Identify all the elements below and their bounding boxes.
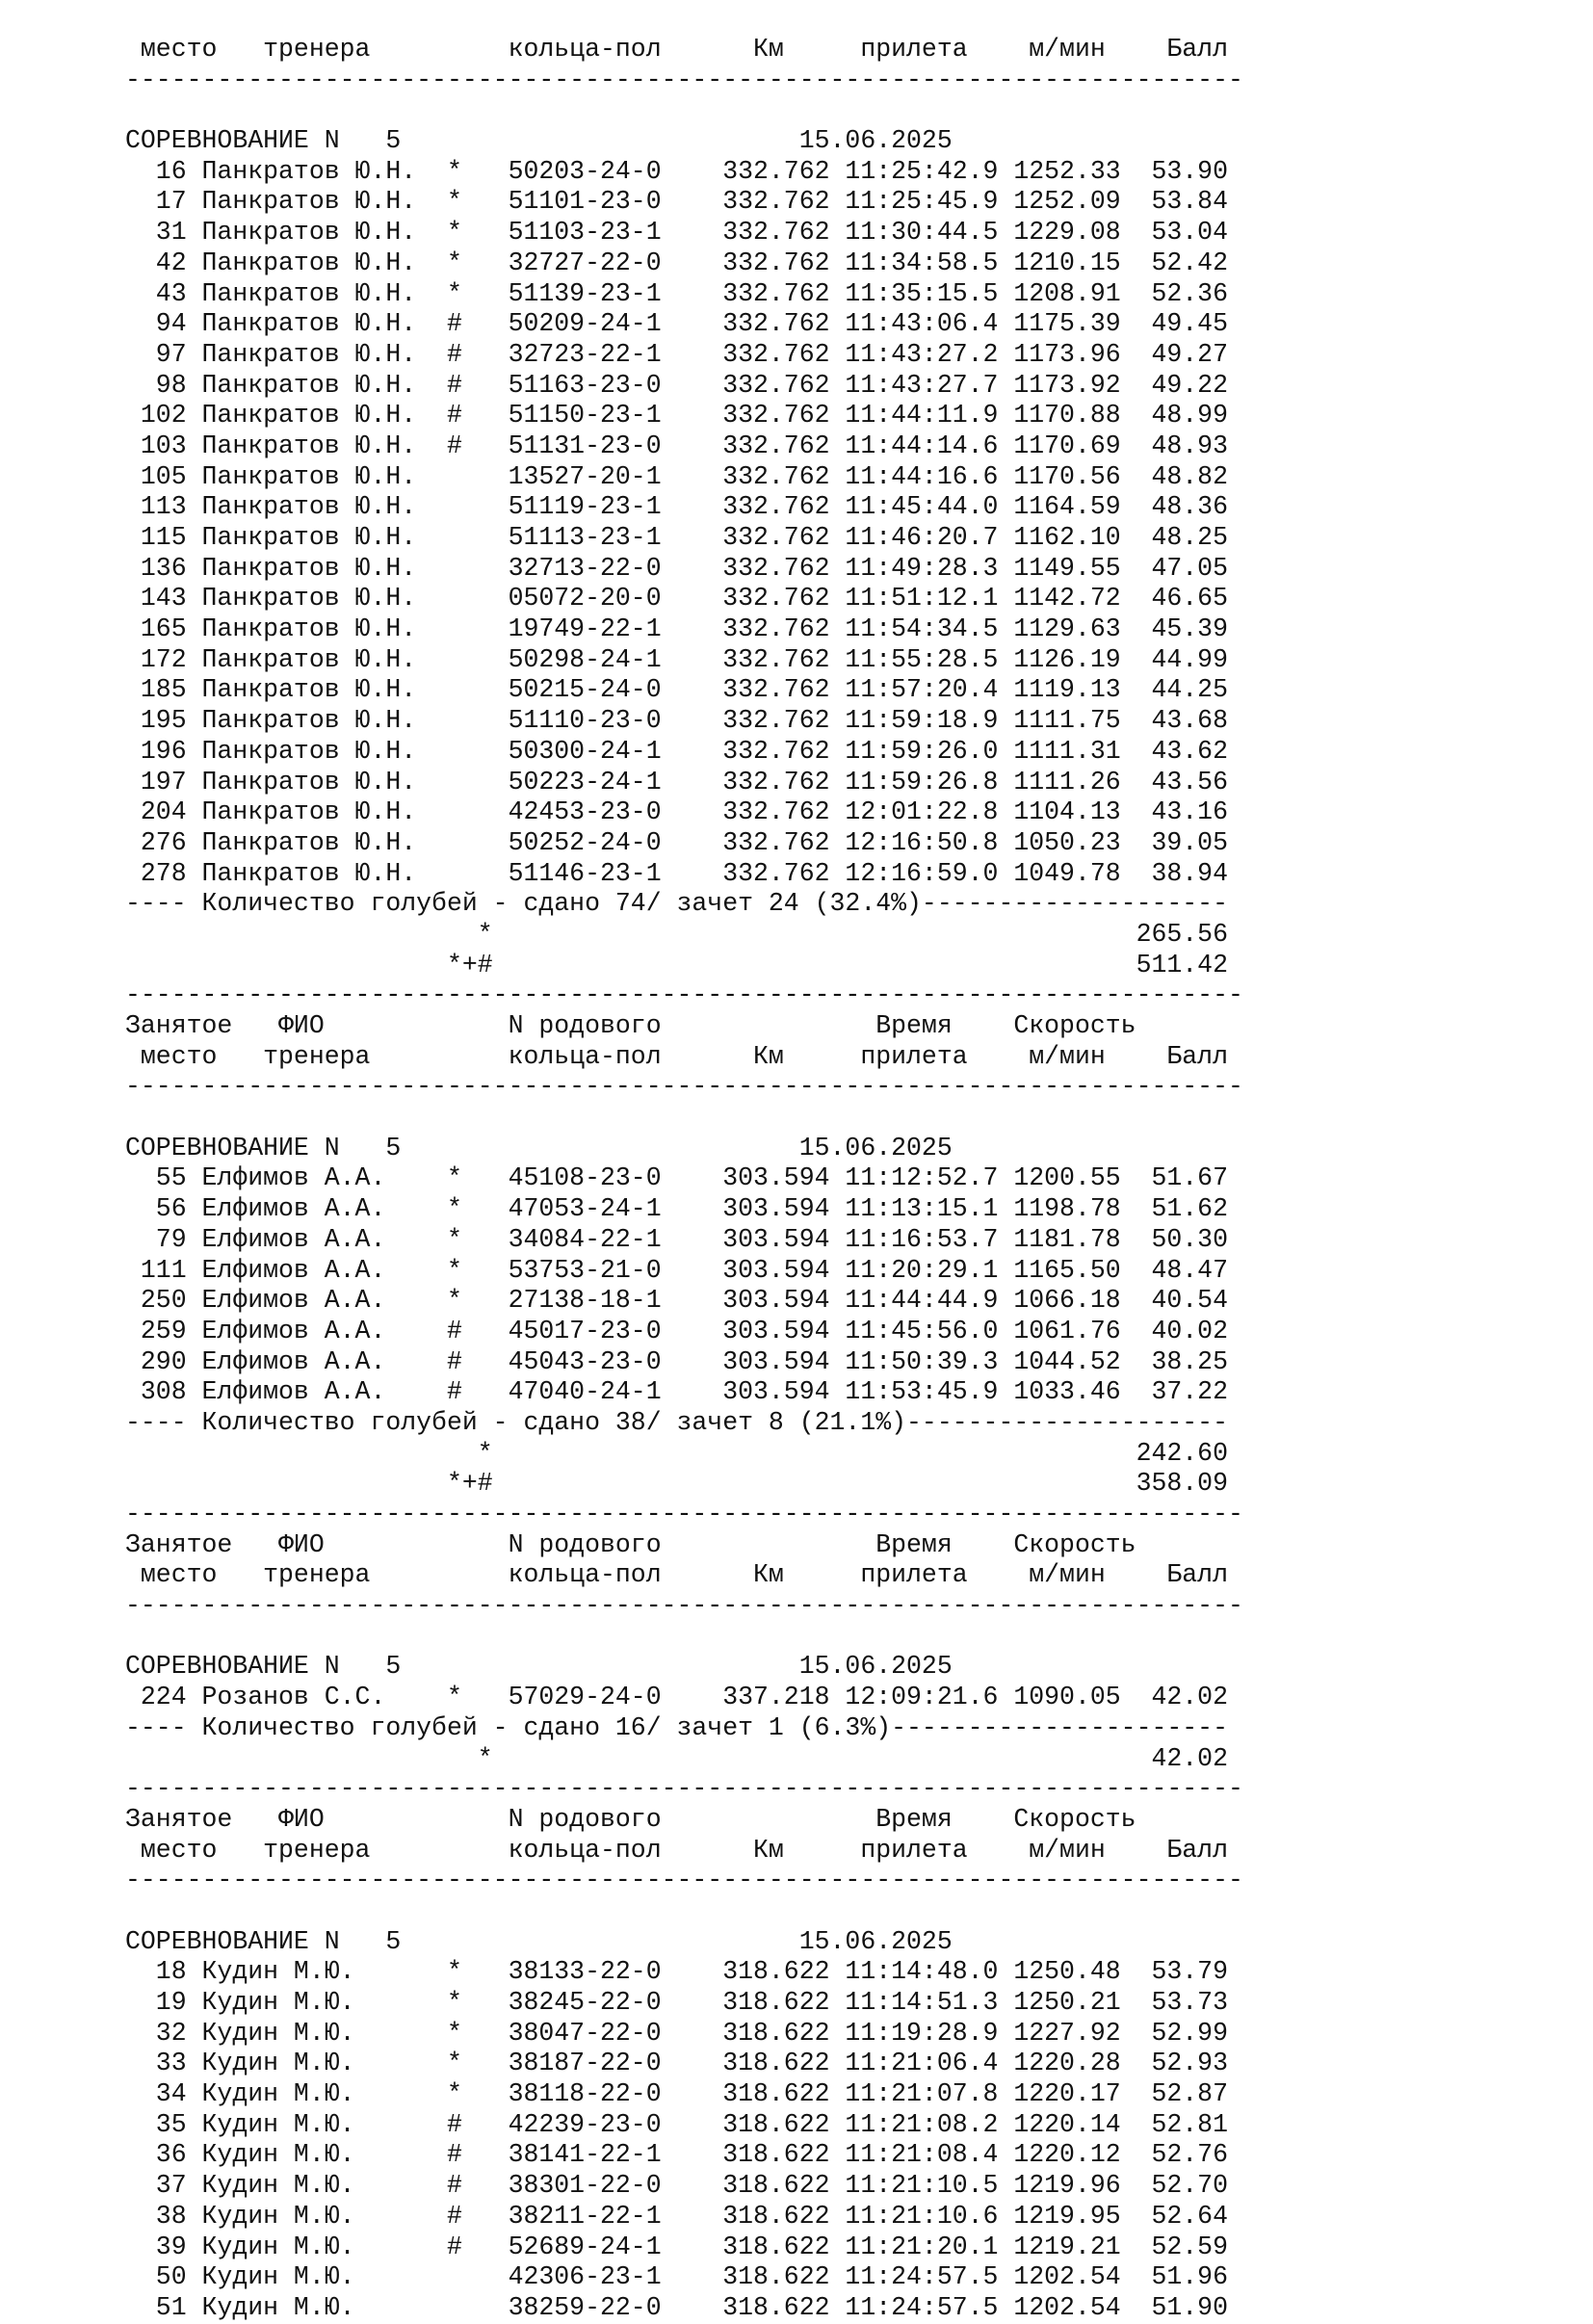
report-line: 35 Кудин М.Ю. # 42239-23-0 318.622 11:21:08.2 1220.14 52.81	[125, 2109, 1228, 2139]
report-line: 39 Кудин М.Ю. # 52689-24-1 318.622 11:21:20.1 1219.21 52.59	[125, 2232, 1228, 2261]
report-line: 56 Елфимов А.А. * 47053-24-1 303.594 11:13:15.1 1198.78 51.62	[125, 1194, 1228, 1224]
report-line: 55 Елфимов А.А. * 45108-23-0 303.594 11:12:52.7 1200.55 51.67	[125, 1163, 1228, 1193]
report-line: Занятое ФИО N родового Время Скорость	[125, 1529, 1136, 1559]
report-line: СОРЕВНОВАНИЕ N 5 15.06.2025	[125, 1652, 953, 1682]
report-line: 195 Панкратов Ю.Н. 51110-23-0 332.762 11:59:18.9 1111.75 43.68	[125, 706, 1228, 736]
report-line: 172 Панкратов Ю.Н. 50298-24-1 332.762 11:55:28.5 1126.19 44.99	[125, 644, 1228, 674]
report-line: 17 Панкратов Ю.Н. * 51101-23-0 332.762 11:25:45.9 1252.09 53.84	[125, 187, 1228, 217]
report-line: 94 Панкратов Ю.Н. # 50209-24-1 332.762 11:43:06.4 1175.39 49.45	[125, 309, 1228, 339]
report-line: 196 Панкратов Ю.Н. 50300-24-1 332.762 11:59:26.0 1111.31 43.62	[125, 736, 1228, 766]
report-line: 111 Елфимов А.А. * 53753-21-0 303.594 11:20:29.1 1165.50 48.47	[125, 1255, 1228, 1285]
report-line: 102 Панкратов Ю.Н. # 51150-23-1 332.762 11:44:11.9 1170.88 48.99	[125, 401, 1228, 431]
report-line: ---- Количество голубей - сдано 74/ зачет 24 (32.4%)--------------------	[125, 889, 1228, 919]
report-line: место тренера кольца-пол Км прилета м/мин Балл	[125, 1041, 1228, 1071]
report-line	[125, 1103, 1243, 1134]
report-line: 250 Елфимов А.А. * 27138-18-1 303.594 11:44:44.9 1066.18 40.54	[125, 1286, 1228, 1316]
report-line: ---- Количество голубей - сдано 38/ зачет 8 (21.1%)---------------------	[125, 1407, 1228, 1437]
report-line: -------------------------------------------------------------------------	[125, 1072, 1243, 1102]
report-line: 165 Панкратов Ю.Н. 19749-22-1 332.762 11:54:34.5 1129.63 45.39	[125, 614, 1228, 644]
report-line	[125, 1896, 1243, 1927]
report-line: *+# 358.09	[125, 1469, 1228, 1499]
report-line: Занятое ФИО N родового Время Скорость	[125, 1804, 1136, 1834]
report-line: 185 Панкратов Ю.Н. 50215-24-0 332.762 11:57:20.4 1119.13 44.25	[125, 675, 1228, 705]
report-line: 43 Панкратов Ю.Н. * 51139-23-1 332.762 11:35:15.5 1208.91 52.36	[125, 278, 1228, 308]
report-line: место тренера кольца-пол Км прилета м/мин Балл	[125, 35, 1228, 64]
report-line: -------------------------------------------------------------------------	[125, 980, 1243, 1010]
report-line: 290 Елфимов А.А. # 45043-23-0 303.594 11:50:39.3 1044.52 38.25	[125, 1346, 1228, 1376]
report-line	[125, 95, 1243, 126]
report-line: -------------------------------------------------------------------------	[125, 1774, 1243, 1804]
report-line: 31 Панкратов Ю.Н. * 51103-23-1 332.762 11:30:44.5 1229.08 53.04	[125, 218, 1228, 248]
report-line: 42 Панкратов Ю.Н. * 32727-22-0 332.762 11:34:58.5 1210.15 52.42	[125, 248, 1228, 277]
report-line: 136 Панкратов Ю.Н. 32713-22-0 332.762 11:49:28.3 1149.55 47.05	[125, 553, 1228, 583]
report-line: 259 Елфимов А.А. # 45017-23-0 303.594 11:45:56.0 1061.76 40.02	[125, 1316, 1228, 1345]
report-line: 32 Кудин М.Ю. * 38047-22-0 318.622 11:19:28.9 1227.92 52.99	[125, 2018, 1228, 2048]
report-line: Занятое ФИО N родового Время Скорость	[125, 1011, 1136, 1040]
report-line: 105 Панкратов Ю.Н. 13527-20-1 332.762 11:44:16.6 1170.56 48.82	[125, 461, 1228, 491]
report-line: 16 Панкратов Ю.Н. * 50203-24-0 332.762 11:25:42.9 1252.33 53.90	[125, 156, 1228, 186]
results-report	[125, 35, 1243, 2324]
report-line: *+# 511.42	[125, 950, 1228, 979]
report-line: 97 Панкратов Ю.Н. # 32723-22-1 332.762 11:43:27.2 1173.96 49.27	[125, 339, 1228, 369]
report-line: место тренера кольца-пол Км прилета м/мин Балл	[125, 1560, 1228, 1590]
report-line: 51 Кудин М.Ю. 38259-22-0 318.622 11:24:57.5 1202.54 51.90	[125, 2292, 1228, 2322]
report-line: 197 Панкратов Ю.Н. 50223-24-1 332.762 11:59:26.8 1111.26 43.56	[125, 767, 1228, 796]
report-line: место тренера кольца-пол Км прилета м/мин Балл	[125, 1835, 1228, 1865]
report-line: 34 Кудин М.Ю. * 38118-22-0 318.622 11:21:07.8 1220.17 52.87	[125, 2079, 1228, 2109]
report-line: 98 Панкратов Ю.Н. # 51163-23-0 332.762 11:43:27.7 1173.92 49.22	[125, 370, 1228, 400]
report-line: СОРЕВНОВАНИЕ N 5 15.06.2025	[125, 1926, 953, 1956]
report-line: 37 Кудин М.Ю. # 38301-22-0 318.622 11:21:10.5 1219.96 52.70	[125, 2171, 1228, 2201]
report-line: -------------------------------------------------------------------------	[125, 1866, 1243, 1895]
report-line: 278 Панкратов Ю.Н. 51146-23-1 332.762 12:16:59.0 1049.78 38.94	[125, 858, 1228, 888]
report-line: -------------------------------------------------------------------------	[125, 65, 1243, 94]
report-line: -------------------------------------------------------------------------	[125, 1591, 1243, 1621]
report-line: 38 Кудин М.Ю. # 38211-22-1 318.622 11:21:10.6 1219.95 52.64	[125, 2201, 1228, 2231]
report-line: 19 Кудин М.Ю. * 38245-22-0 318.622 11:14:51.3 1250.21 53.73	[125, 1988, 1228, 2017]
report-line: 33 Кудин М.Ю. * 38187-22-0 318.622 11:21:06.4 1220.28 52.93	[125, 2049, 1228, 2078]
report-line: 308 Елфимов А.А. # 47040-24-1 303.594 11:53:45.9 1033.46 37.22	[125, 1377, 1228, 1407]
report-line: СОРЕВНОВАНИЕ N 5 15.06.2025	[125, 126, 953, 156]
report-line	[125, 1622, 1243, 1653]
report-line: СОРЕВНОВАНИЕ N 5 15.06.2025	[125, 1133, 953, 1162]
report-line: 18 Кудин М.Ю. * 38133-22-0 318.622 11:14:48.0 1250.48 53.79	[125, 1957, 1228, 1987]
report-line: 276 Панкратов Ю.Н. 50252-24-0 332.762 12:16:50.8 1050.23 39.05	[125, 827, 1228, 857]
report-line: ---- Количество голубей - сдано 16/ зачет 1 (6.3%)----------------------	[125, 1712, 1228, 1742]
report-line: 143 Панкратов Ю.Н. 05072-20-0 332.762 11:51:12.1 1142.72 46.65	[125, 584, 1228, 614]
report-line: 79 Елфимов А.А. * 34084-22-1 303.594 11:16:53.7 1181.78 50.30	[125, 1224, 1228, 1254]
report-line: 224 Розанов С.С. * 57029-24-0 337.218 12:09:21.6 1090.05 42.02	[125, 1683, 1228, 1712]
report-line: 50 Кудин М.Ю. 42306-23-1 318.622 11:24:57.5 1202.54 51.96	[125, 2262, 1228, 2292]
report-line: * 242.60	[125, 1438, 1228, 1468]
report-line: 113 Панкратов Ю.Н. 51119-23-1 332.762 11:45:44.0 1164.59 48.36	[125, 492, 1228, 522]
report-line: 36 Кудин М.Ю. # 38141-22-1 318.622 11:21:08.4 1220.12 52.76	[125, 2140, 1228, 2170]
report-line: 115 Панкратов Ю.Н. 51113-23-1 332.762 11:46:20.7 1162.10 48.25	[125, 523, 1228, 552]
report-line: 103 Панкратов Ю.Н. # 51131-23-0 332.762 11:44:14.6 1170.69 48.93	[125, 431, 1228, 460]
report-line: * 42.02	[125, 1743, 1228, 1773]
report-line: * 265.56	[125, 919, 1228, 949]
report-line: -------------------------------------------------------------------------	[125, 1500, 1243, 1528]
report-line: 204 Панкратов Ю.Н. 42453-23-0 332.762 12:01:22.8 1104.13 43.16	[125, 797, 1228, 827]
